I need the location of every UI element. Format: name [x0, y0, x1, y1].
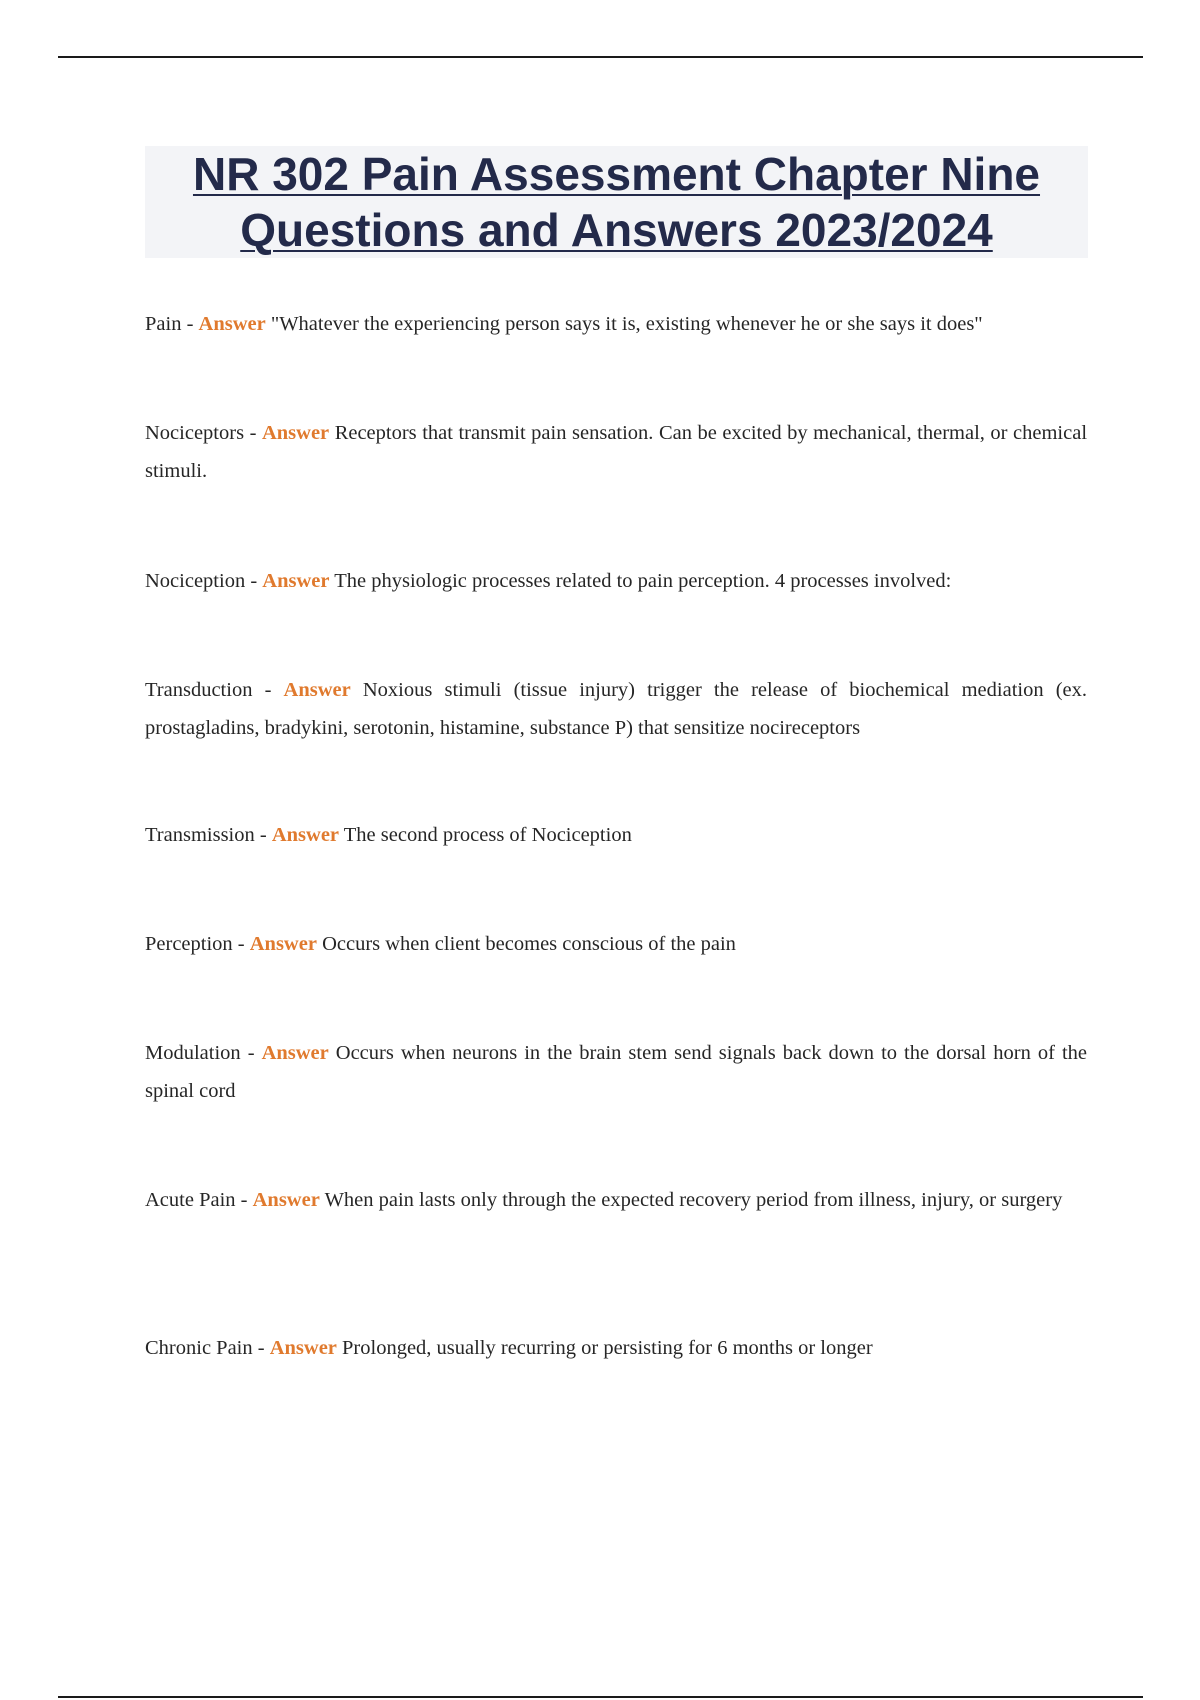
answer-label: Answer: [261, 422, 330, 444]
separator: -: [254, 824, 272, 846]
separator: -: [252, 679, 284, 701]
answer-text: When pain lasts only through the expected recovery period from illness, injury, or surgery: [324, 1189, 1063, 1211]
qa-entry-acute-pain: [145, 1181, 1087, 1219]
qa-entry-chronic-pain: [145, 1329, 1087, 1367]
answer-text: Occurs when neurons in the brain stem send signals back down to the dorsal horn of the spinal cord: [145, 1042, 1087, 1102]
answer-text: The second process of Nociception: [343, 824, 632, 846]
answer-text: Noxious stimuli (tissue injury) trigger the release of biochemical mediation (ex. prostagladins, bradykini, serotonin, histamine, substance P) that sensitize nocireceptors: [145, 679, 1088, 739]
answer-label: Answer: [252, 1189, 320, 1211]
answer-label: Answer: [261, 1042, 329, 1064]
answer-text: The physiologic processes related to pain perception. 4 processes involved:: [334, 570, 952, 592]
page-title: [145, 146, 1088, 258]
answer-label: Answer: [249, 933, 317, 955]
bottom-rule: [58, 1696, 1143, 1698]
answer-text: Prolonged, usually recurring or persisting for 6 months or longer: [342, 1337, 873, 1359]
top-rule: [58, 56, 1143, 58]
separator: -: [240, 1042, 262, 1064]
qa-entry-nociceptors: [145, 414, 1087, 490]
separator: -: [244, 422, 262, 444]
term: Transmission: [145, 824, 255, 846]
separator: -: [232, 933, 250, 955]
term: Modulation: [145, 1042, 241, 1064]
separator: -: [252, 1337, 270, 1359]
title-line-1: NR 302 Pain Assessment Chapter Nine: [192, 148, 1041, 200]
qa-entry-nociception: [145, 562, 1087, 600]
title-line-2: Questions and Answers 2023/2024: [240, 204, 993, 256]
separator: -: [181, 313, 199, 335]
answer-label: Answer: [198, 313, 266, 335]
qa-entry-transmission: [145, 816, 1087, 854]
answer-text: Occurs when client becomes conscious of the pain: [322, 933, 736, 955]
term: Acute Pain: [145, 1189, 236, 1211]
term: Perception: [145, 933, 233, 955]
answer-label: Answer: [283, 679, 351, 701]
answer-text: "Whatever the experiencing person says it is, existing whenever he or she says it does": [270, 313, 983, 335]
answer-text: Receptors that transmit pain sensation. Can be excited by mechanical, thermal, or chemical stimuli.: [145, 422, 1088, 482]
answer-label: Answer: [269, 1337, 337, 1359]
qa-entry-perception: [145, 925, 1087, 963]
separator: -: [245, 570, 263, 592]
term: Nociception: [145, 570, 246, 592]
qa-entry-modulation: [145, 1034, 1087, 1110]
title-box: [145, 146, 1088, 258]
answer-label: Answer: [262, 570, 330, 592]
term: Pain: [145, 313, 182, 335]
term: Transduction: [145, 679, 253, 701]
term: Chronic Pain: [145, 1337, 253, 1359]
separator: -: [235, 1189, 253, 1211]
qa-entry-transduction: [145, 671, 1087, 747]
qa-entry-pain: [145, 305, 1087, 343]
term: Nociceptors: [145, 422, 245, 444]
answer-label: Answer: [271, 824, 340, 846]
